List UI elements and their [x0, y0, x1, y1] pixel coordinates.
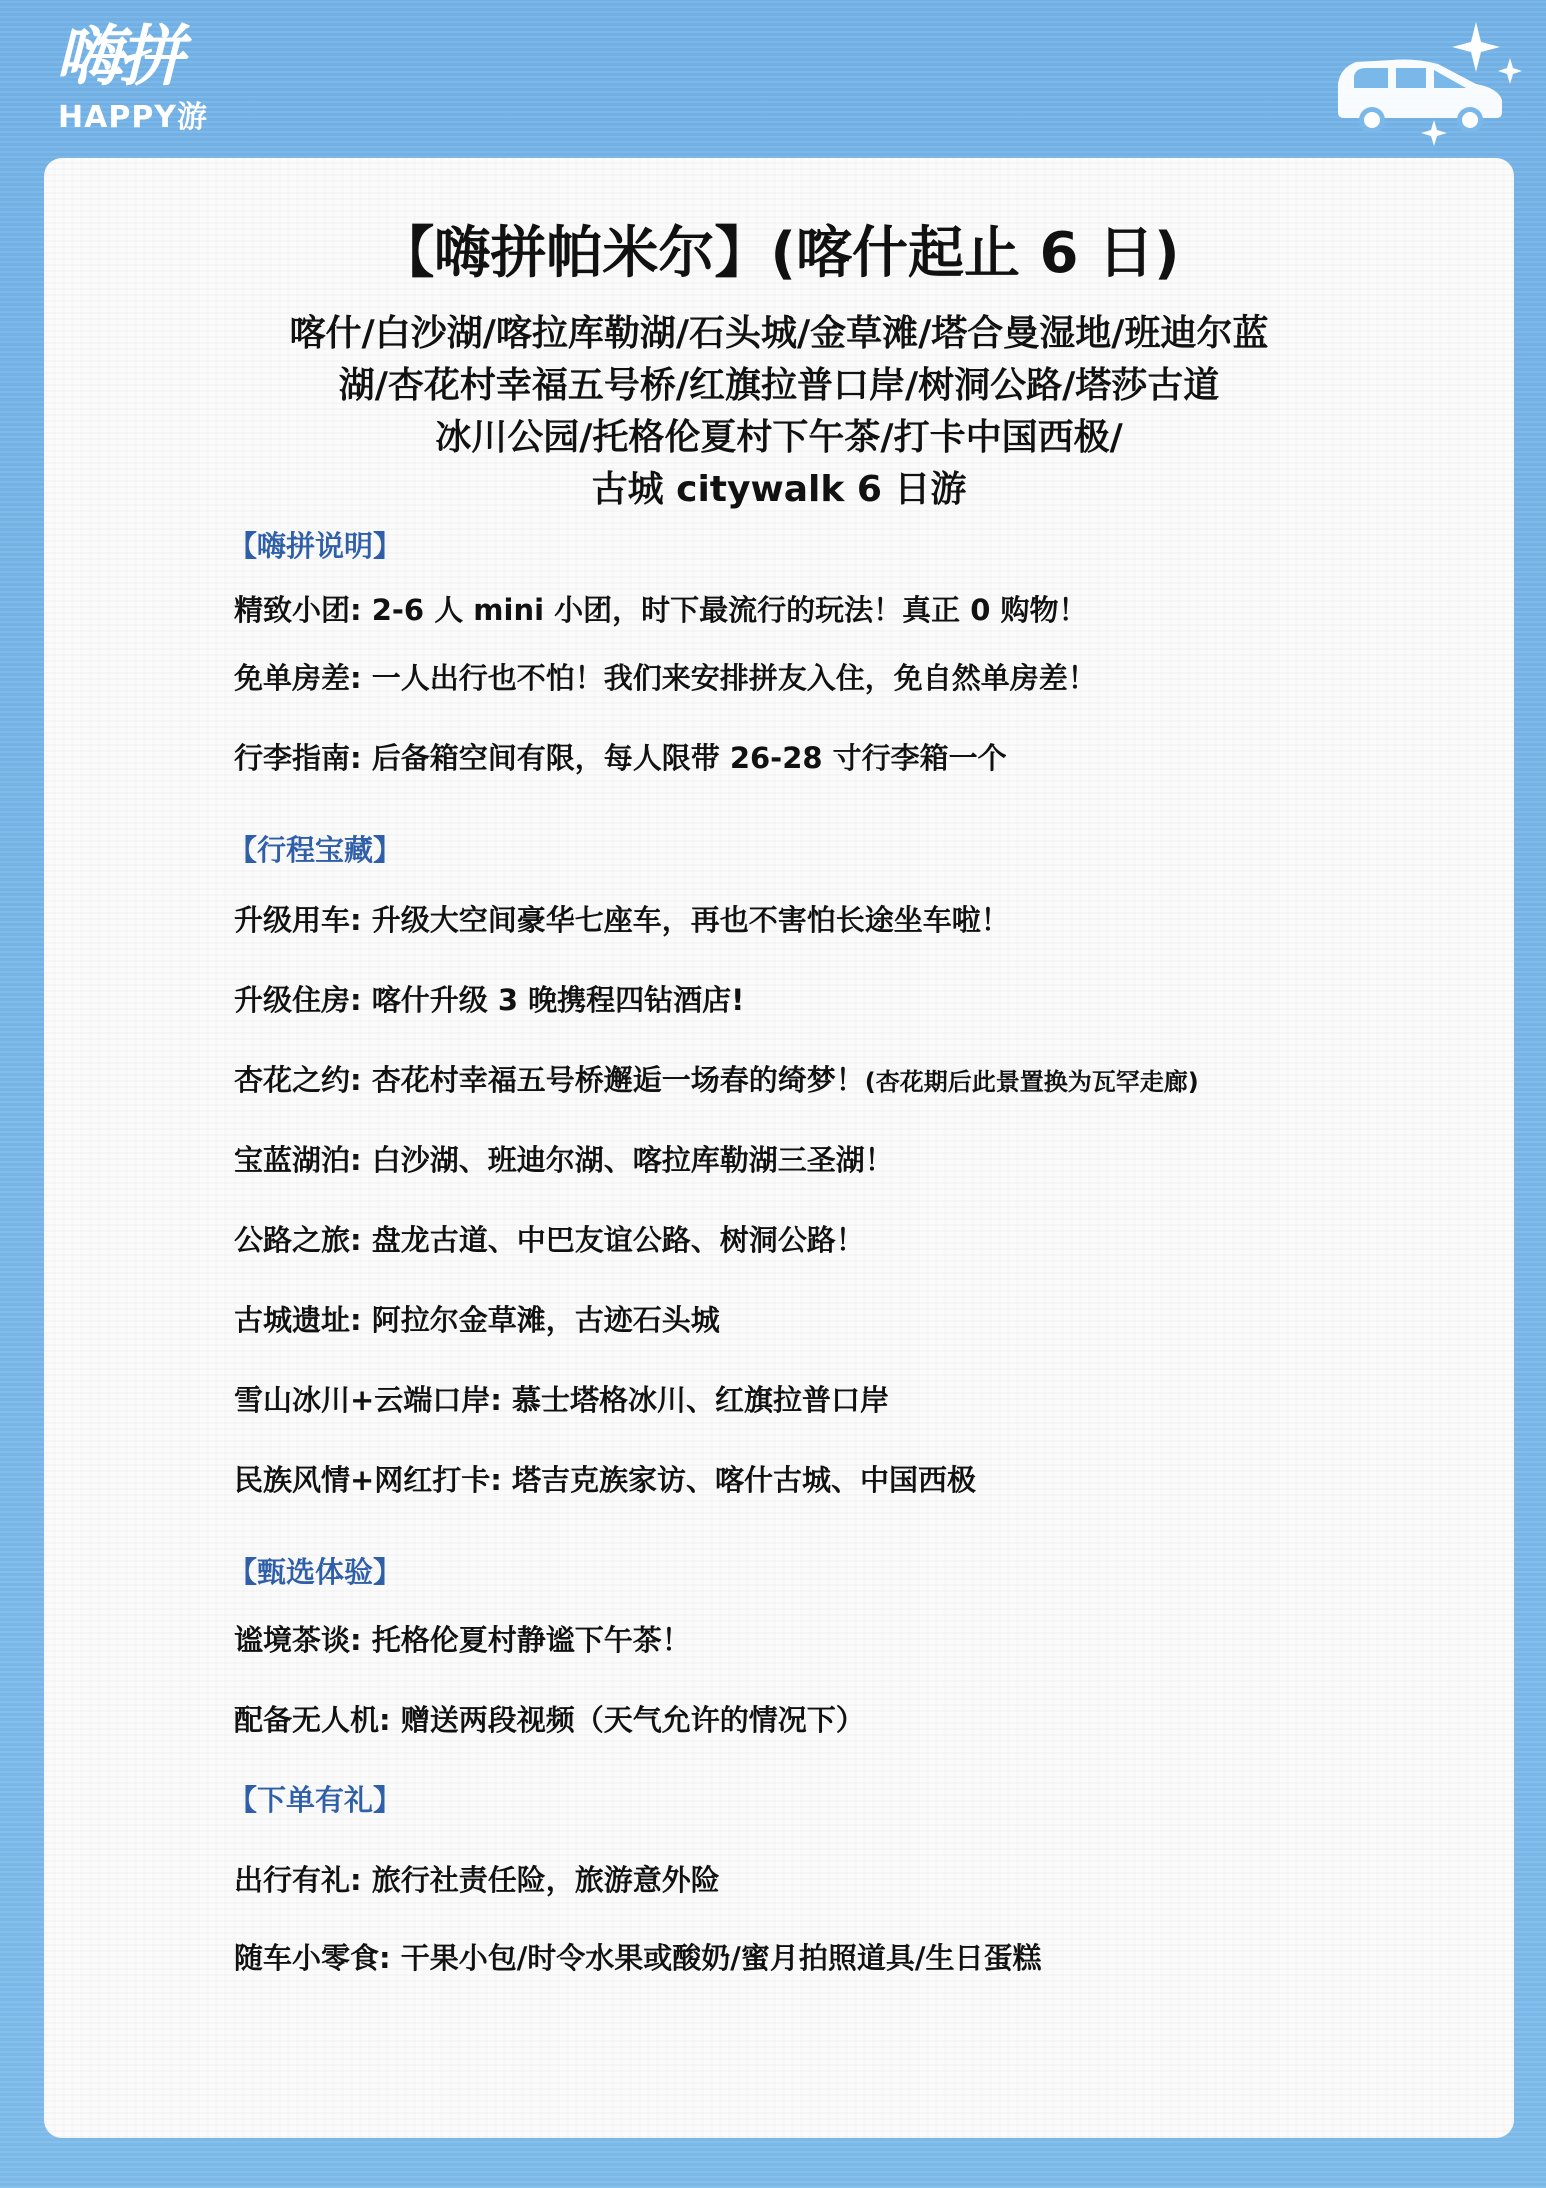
list-item: [234, 1700, 865, 1740]
list-item: [234, 980, 744, 1020]
item-label: 杏花之约:: [234, 1063, 362, 1097]
car-icon: [1326, 18, 1526, 148]
list-item: [234, 1380, 889, 1420]
route-line: 冰川公园/托格伦夏村下午茶/打卡中国西极/: [435, 417, 1123, 458]
item-text: 慕士塔格冰川、红旗拉普口岸: [512, 1383, 890, 1417]
item-text: 一人出行也不怕！我们来安排拼友入住，免自然单房差！: [371, 661, 1097, 695]
item-label: 公路之旅:: [234, 1223, 362, 1257]
item-text: 阿拉尔金草滩，古迹石头城: [371, 1303, 720, 1337]
item-text: 盘龙古道、中巴友谊公路、树洞公路！: [371, 1223, 865, 1257]
item-label: 古城遗址:: [234, 1303, 362, 1337]
list-item: [234, 1860, 720, 1900]
route-line: 喀什/白沙湖/喀拉库勒湖/石头城/金草滩/塔合曼湿地/班迪尔蓝: [289, 313, 1269, 354]
item-text: 升级大空间豪华七座车，再也不害怕长途坐车啦！: [371, 903, 1010, 937]
logo-tagline: HAPPY游: [58, 100, 209, 135]
item-text: 白沙湖、班迪尔湖、喀拉库勒湖三圣湖！: [371, 1143, 894, 1177]
page-title: 【嗨拼帕米尔】(喀什起止 6 日): [378, 221, 1180, 286]
list-item: [234, 1140, 894, 1180]
item-text: 干果小包/时令水果或酸奶/蜜月拍照道具/生日蛋糕: [400, 1941, 1042, 1975]
list-item: [234, 590, 1088, 630]
item-text: 喀什升级 3 晚携程四钻酒店!: [371, 983, 745, 1017]
item-label: 出行有礼:: [234, 1863, 362, 1897]
list-item: [234, 1620, 691, 1660]
list-item: [234, 658, 1097, 698]
item-text: 托格伦夏村静谧下午茶！: [371, 1623, 691, 1657]
list-item: [234, 738, 1007, 778]
item-label: 配备无人机:: [234, 1703, 391, 1737]
list-item: [234, 1060, 1199, 1102]
item-text: 塔吉克族家访、喀什古城、中国西极: [512, 1463, 977, 1497]
item-note: (杏花期后此景置换为瓦罕走廊): [864, 1068, 1199, 1096]
item-label: 精致小团:: [234, 593, 362, 627]
item-label: 民族风情+网红打卡:: [234, 1463, 502, 1497]
item-label: 行李指南:: [234, 741, 362, 775]
item-text: 2-6 人 mini 小团，时下最流行的玩法！真正 0 购物！: [371, 593, 1088, 627]
brand-logo: [56, 14, 236, 140]
content-card: [44, 158, 1514, 2138]
list-item: [234, 900, 1010, 940]
section-heading-gifts: 【下单有礼】: [228, 1783, 403, 1817]
list-item: [234, 1220, 865, 1260]
item-label: 升级用车:: [234, 903, 362, 937]
item-text: 赠送两段视频（天气允许的情况下）: [400, 1703, 865, 1737]
list-item: [234, 1460, 976, 1500]
item-text: 旅行社责任险，旅游意外险: [371, 1863, 720, 1897]
route-line: 湖/杏花村幸福五号桥/红旗拉普口岸/树洞公路/塔莎古道: [338, 365, 1220, 406]
route-line: 古城 citywalk 6 日游: [591, 469, 967, 510]
logo-wordmark: 嗨拼: [56, 18, 180, 95]
item-label: 雪山冰川+云端口岸:: [234, 1383, 502, 1417]
item-label: 随车小零食:: [234, 1941, 391, 1975]
item-text: 后备箱空间有限，每人限带 26-28 寸行李箱一个: [371, 741, 1007, 775]
item-label: 免单房差:: [234, 661, 362, 695]
section-heading-notes: 【嗨拼说明】: [228, 529, 403, 563]
item-label: 升级住房:: [234, 983, 362, 1017]
item-label: 谧境茶谈:: [234, 1623, 362, 1657]
section-heading-experiences: 【甄选体验】: [228, 1555, 403, 1589]
list-item: [234, 1938, 1042, 1978]
route-subtitle: [194, 308, 1364, 516]
list-item: [234, 1300, 720, 1340]
item-text: 杏花村幸福五号桥邂逅一场春的绮梦！: [371, 1063, 865, 1097]
item-label: 宝蓝湖泊:: [234, 1143, 362, 1177]
section-heading-highlights: 【行程宝藏】: [228, 833, 403, 867]
